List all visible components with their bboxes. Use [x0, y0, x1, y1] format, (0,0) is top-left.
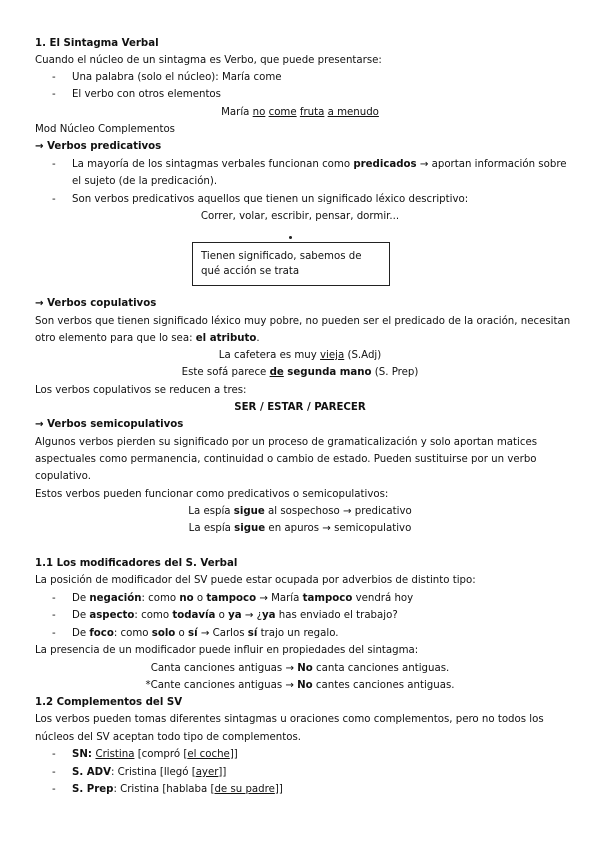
- list-item: Una palabra (solo el núcleo): María come: [72, 72, 282, 83]
- list-item: De negación: como no o tampoco → María tampoco vendrá hoy: [72, 593, 414, 604]
- pointer-dot: [289, 236, 292, 239]
- section-heading: 1. El Sintagma Verbal: [35, 38, 159, 49]
- example-sentence: Canta canciones antiguas → No canta canciones antiguas.: [150, 663, 450, 674]
- paragraph: Son verbos que tienen significado léxico muy pobre, no pueden ser el predicado de la oración, necesitan: [35, 316, 571, 327]
- subsection-heading: → Verbos copulativos: [35, 298, 157, 309]
- section-heading: 1.2 Complementos del SV: [35, 697, 183, 708]
- example-sentence: Correr, volar, escribir, pensar, dormir...: [200, 211, 400, 222]
- list-bullet: -: [52, 159, 56, 170]
- section-heading: 1.1 Los modificadores del S. Verbal: [35, 558, 238, 569]
- example-sentence: La cafetera es muy vieja (S.Adj): [218, 350, 382, 361]
- list-bullet: -: [52, 749, 56, 760]
- list-item: De foco: como solo o sí → Carlos sí trajo un regalo.: [72, 628, 339, 639]
- paragraph: Los verbos copulativos se reducen a tres:: [35, 385, 247, 396]
- paragraph: aspectuales como permanencia, continuidad o cambio de estado. Pueden sustituirse por un verbo: [35, 454, 537, 465]
- list-bullet: -: [52, 89, 56, 100]
- example-sentence: La espía sigue al sospechoso → predicativo: [188, 506, 412, 517]
- paragraph: Estos verbos pueden funcionar como predicativos o semicopulativos:: [35, 489, 389, 500]
- list-bullet: -: [52, 784, 56, 795]
- paragraph: Mod Núcleo Complementos: [35, 124, 175, 135]
- example-sentence: *Cante canciones antiguas → No cantes canciones antiguas.: [145, 680, 455, 691]
- paragraph: copulativo.: [35, 471, 91, 482]
- list-item: El verbo con otros elementos: [72, 89, 221, 100]
- paragraph: La posición de modificador del SV puede estar ocupada por adverbios de distinto tipo:: [35, 575, 476, 586]
- paragraph: Cuando el núcleo de un sintagma es Verbo, que puede presentarse:: [35, 55, 382, 66]
- list-bullet: -: [52, 767, 56, 778]
- example-sentence: La espía sigue en apuros → semicopulativo: [188, 523, 412, 534]
- paragraph: núcleos del SV aceptan todo tipo de complementos.: [35, 732, 302, 743]
- list-item: S. ADV: Cristina [llegó [ayer]]: [72, 767, 227, 778]
- list-item: De aspecto: como todavía o ya → ¿ya has enviado el trabajo?: [72, 610, 398, 621]
- subsection-heading: → Verbos semicopulativos: [35, 419, 184, 430]
- paragraph: otro elemento para que lo sea: el atributo.: [35, 333, 260, 344]
- list-item: SN: Cristina [compró [el coche]]: [72, 749, 238, 760]
- list-item: S. Prep: Cristina [hablaba [de su padre]]: [72, 784, 283, 795]
- list-item: Son verbos predicativos aquellos que tienen un significado léxico descriptivo:: [72, 194, 469, 205]
- list-item: La mayoría de los sintagmas verbales funcionan como predicados → aportan información sobre: [72, 159, 567, 170]
- callout-box: Tienen significado, sabemos de qué acción se trata: [192, 242, 390, 286]
- example-sentence: Este sofá parece de segunda mano (S. Prep): [181, 367, 419, 378]
- emphasis-line: SER / ESTAR / PARECER: [234, 402, 366, 413]
- list-bullet: -: [52, 628, 56, 639]
- list-bullet: -: [52, 194, 56, 205]
- list-item-continuation: el sujeto (de la predicación).: [72, 176, 218, 187]
- paragraph: La presencia de un modificador puede influir en propiedades del sintagma:: [35, 645, 419, 656]
- list-bullet: -: [52, 593, 56, 604]
- list-bullet: -: [52, 72, 56, 83]
- example-sentence: María no come fruta a menudo: [221, 107, 379, 118]
- paragraph: Los verbos pueden tomas diferentes sintagmas u oraciones como complementos, pero no todos los: [35, 714, 544, 725]
- paragraph: Algunos verbos pierden su significado por un proceso de gramaticalización y solo aportan matices: [35, 437, 538, 448]
- list-bullet: -: [52, 610, 56, 621]
- subsection-heading: → Verbos predicativos: [35, 141, 162, 152]
